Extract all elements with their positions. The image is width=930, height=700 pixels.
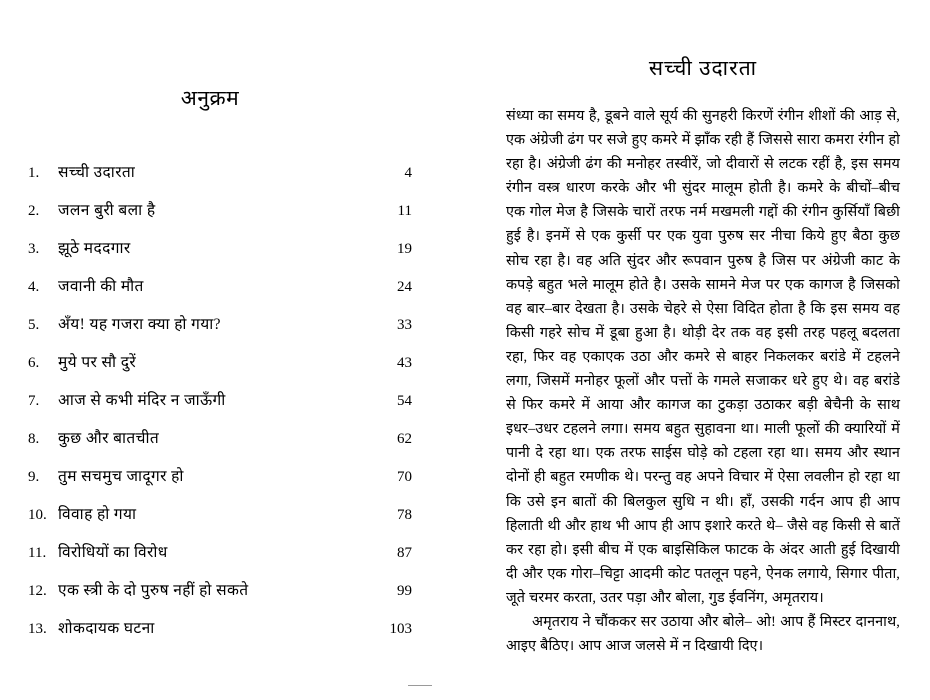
toc-item-number: 12. <box>28 583 47 599</box>
list-item[interactable] <box>28 313 428 351</box>
list-item[interactable] <box>28 465 428 503</box>
toc-item-page: 24 <box>397 279 412 295</box>
toc-item-title: एक स्त्री के दो पुरुष नहीं हो सकते <box>58 582 249 599</box>
toc-item-title: जवानी की मौत <box>58 278 144 295</box>
toc-item-number: 1. <box>28 165 40 181</box>
toc-item-title: तुम सचमुच जादूगर हो <box>58 468 184 485</box>
story-column <box>506 0 900 700</box>
toc-item-title: जलन बुरी बला है <box>58 202 156 219</box>
toc-item-number: 4. <box>28 279 40 295</box>
toc-item-number: 7. <box>28 393 40 409</box>
toc-item-title: झूठे मददगार <box>58 240 131 257</box>
toc-item-title: मुये पर सौ दुरें <box>58 354 137 371</box>
toc-item-page: 62 <box>397 431 412 447</box>
story-paragraph: संध्या का समय है, डूबने वाले सूर्य की सुनहरी किरणें रंगीन शीशों की आड़ से, एक अंग्रेजी ढंग पर सजे हुए कमरे में झाँक रही हैं जिससे सारा कमरा रंगीन हो रहा है। अंग्रेजी ढंग की मनोहर तस्वीरें, जो दीवारों से लटक रहीं है, इस समय रंगीन वस्त्र धारण करके और भी सुंदर मालूम होती है। कमरे के बीचों–बीच एक गोल मेज है जिसके चारों तरफ नर्म मखमली गद्दों की रंगीन कुर्सियाँ बिछी हुई है। इनमें से एक कुर्सी पर एक युवा पुरुष सर नीचा किये हुए बैठा कुछ सोच रहा है। वह अति सुंदर और रूपवान पुरुष है जिस पर अंग्रेजी काट के कपड़े बहुत भले मालूम होते है। उसके सामने मेज पर एक कागज है जिसको वह बार–बार देखता है। उसके चेहरे से ऐसा विदित होता है कि इस समय वह किसी गहरे सोच में डूबा हुआ है। थोड़ी देर तक वह इसी तरह पहलू बदलता रहा, फिर वह एकाएक उठा और कमरे से बाहर निकलकर बरांडे में टहलने लगा, जिसमें मनोहर फूलों और पत्तों के गमले सजाकर धरे हुए थे। वह बरांडे से फिर कमरे में आया और कागज का टुकड़ा उठाकर बड़ी बेचैनी के साथ इधर–उधर टहलने लगा। समय बहुत सुहावना था। माली फूलों की क्यारियों में पानी दे रहा था। एक तरफ साईस घोड़े को टहला रहा था। समय और स्थान दोनों ही बहुत रमणीक थे। परन्तु वह अपने विचार में ऐसा लवलीन हो रहा था कि उसे इन बातों की बिलकुल सुधि न थी। हाँ, उसकी गर्दन आप ही आप हिलाती थी और हाथ भी आप ही आप इशारे करते थे– जैसे वह किसी से बातें कर रहा हो। इसी बीच में एक बाइसिकिल फाटक के अंदर आती हुई दिखायी दी और एक गोरा–चिट्टा आदमी कोट पतलून पहने, ऐनक लगाये, सिगार पीता, जूते चरमर करता, उतर पड़ा और बोला, गुड ईवनिंग, अमृतराय। <box>506 108 900 606</box>
toc-item-title: विवाह हो गया <box>58 506 137 523</box>
toc-item-title: शोकदायक घटना <box>58 620 155 637</box>
toc-item-page: 43 <box>397 355 412 371</box>
story-body <box>506 104 900 658</box>
toc-item-number: 8. <box>28 431 40 447</box>
toc-item-title: कुछ और बातचीत <box>58 430 160 447</box>
list-item[interactable] <box>28 351 428 389</box>
footer-rule <box>408 685 432 686</box>
list-item[interactable] <box>28 237 428 275</box>
toc-item-title: अँय! यह गजरा क्या हो गया? <box>58 316 221 333</box>
toc-item-page: 99 <box>397 583 412 599</box>
toc-item-number: 2. <box>28 203 40 219</box>
list-item[interactable] <box>28 541 428 579</box>
toc-item-number: 10. <box>28 507 47 523</box>
toc-item-page: 78 <box>397 507 412 523</box>
page-title: सच्ची उदारता <box>648 56 758 80</box>
list-item[interactable] <box>28 617 428 655</box>
toc-item-number: 9. <box>28 469 40 485</box>
list-item[interactable] <box>28 579 428 617</box>
toc-item-page: 4 <box>404 165 412 181</box>
toc-item-page: 103 <box>389 621 412 637</box>
toc-item-number: 6. <box>28 355 40 371</box>
toc-heading: अनुक्रम <box>180 86 240 110</box>
list-item[interactable] <box>28 199 428 237</box>
toc-item-page: 54 <box>397 393 412 409</box>
toc-item-number: 11. <box>28 545 47 561</box>
list-item[interactable] <box>28 275 428 313</box>
list-item[interactable] <box>28 389 428 427</box>
toc-item-page: 70 <box>397 469 412 485</box>
toc-item-title: विरोधियों का विरोध <box>58 544 168 561</box>
toc-item-title: सच्ची उदारता <box>58 164 136 181</box>
toc-item-number: 3. <box>28 241 40 257</box>
list-item[interactable] <box>28 427 428 465</box>
story-paragraph: अमृतराय ने चौंककर सर उठाया और बोले– ओ! आप हैं मिस्टर दाननाथ, आइए बैठिए। आप आज जलसे में न दिखायी दिए। <box>506 613 900 655</box>
toc-item-page: 11 <box>397 203 412 219</box>
list-item[interactable] <box>28 503 428 541</box>
toc-item-page: 19 <box>397 241 412 257</box>
toc-item-page: 33 <box>397 317 412 333</box>
toc-item-page: 87 <box>397 545 412 561</box>
toc-item-number: 13. <box>28 621 47 637</box>
toc-item-number: 5. <box>28 317 40 333</box>
toc-list <box>28 161 428 655</box>
list-item[interactable] <box>28 161 428 199</box>
toc-item-title: आज से कभी मंदिर न जाऊँगी <box>58 392 226 409</box>
